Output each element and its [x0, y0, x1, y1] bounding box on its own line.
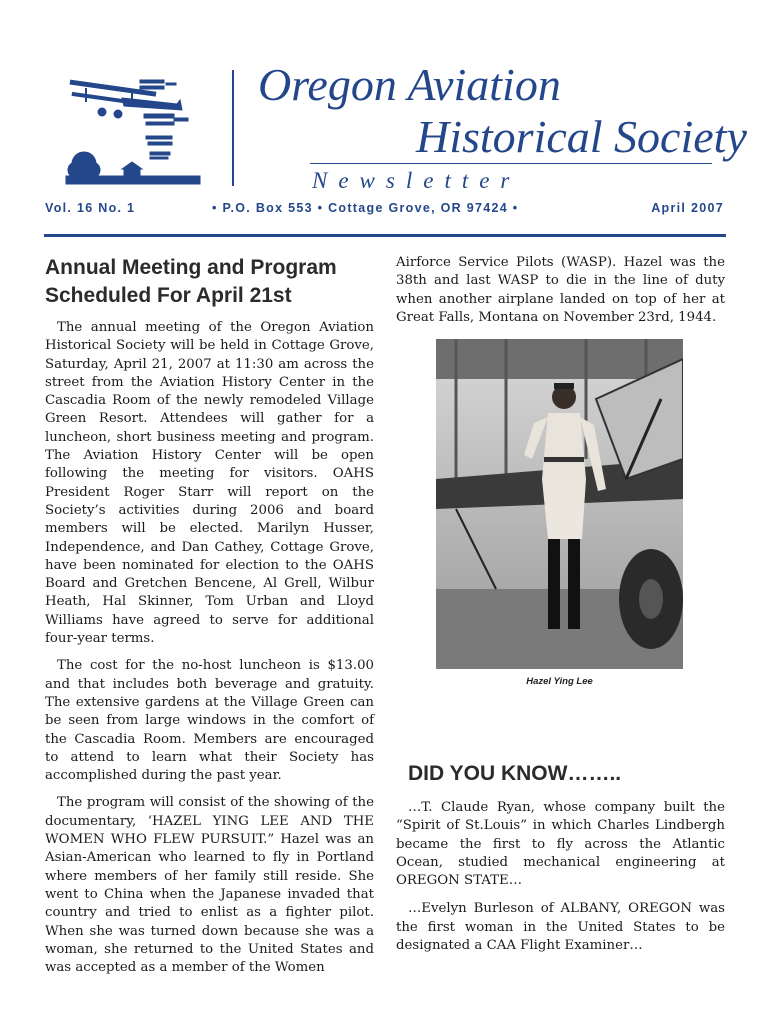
society-title-line1: Oregon Aviation [258, 59, 561, 110]
header-rule [44, 234, 726, 237]
list-item: …T. Claude Ryan, whose company built the “Spirit of St.Louis” in which Charles Lindbergh became the first to fly across the Atlantic Ocean, studied mechanical engineering at OREGON STATE… [396, 800, 725, 889]
list-item: …Evelyn Burleson of ALBANY, OREGON was the first woman in the United States to be designated a CAA Flight Examiner… [396, 901, 725, 954]
building-icon [122, 162, 142, 178]
newsletter-subtitle: Newsletter [312, 168, 521, 193]
did-you-know-heading: DID YOU KNOW…….. [408, 762, 622, 785]
article-paragraph: Airforce Service Pilots (WASP). Hazel was the 38th and last WASP to die in the line of duty when another airplane landed on top of her at Great Falls, Montana on November 23rd, 1944. [396, 255, 725, 325]
mailing-address: • P.O. Box 553 • Cottage Grove, OR 97424 • [212, 201, 519, 215]
small-plane-icon [140, 80, 176, 89]
volume-number: Vol. 16 No. 1 [45, 201, 136, 215]
masthead-divider [232, 70, 234, 186]
society-logo [62, 76, 202, 191]
title-rule [310, 163, 712, 164]
hazel-ying-lee-photo [436, 339, 683, 669]
article-continuation [396, 254, 725, 327]
did-you-know-list [396, 799, 725, 965]
small-plane-icon [150, 152, 170, 159]
society-title-line2: Historical Society [416, 111, 747, 162]
photo-caption: Hazel Ying Lee [526, 676, 593, 687]
issue-date: April 2007 [651, 201, 724, 215]
tree-icon [68, 152, 100, 178]
article-headline: Annual Meeting and Program Scheduled For April 21st [45, 256, 337, 307]
article-paragraph: The program will consist of the showing of the documentary, ‘HAZEL YING LEE AND THE WOMEN WHO FLEW PURSUIT.” Hazel was an Asian-American who learned to fly in Portland where members of her family still reside. She went to China when the Japanese invaded that country and tried to enlist as a fighter pilot. When she was turned down because she was a woman, she returned to the United States and was accepted as a member of the Women [45, 795, 374, 976]
article-body [45, 319, 374, 986]
small-plane-icon [144, 114, 188, 125]
biplane-icon [70, 80, 182, 118]
article-paragraph: The cost for the no-host luncheon is $13.00 and that includes both beverage and gratuity. The extensive gardens at the Village Green can be seen from large windows in the comfort of the Cascadia Room. Members are encouraged to attend to learn what their Society has accomplished during the past year. [45, 658, 374, 784]
article-paragraph: The annual meeting of the Oregon Aviation Historical Society will be held in Cottage Grove, Saturday, April 21, 2007 at 11:30 am across the street from the Aviation History Center in the Cascadia Room of the newly remodeled Village Green Resort. Attendees will gather for a luncheon, short business meeting and program. The Aviation History Center will be open following the meeting for visitors. OAHS President Roger Starr will report on the Society’s activities during 2006 and board members will be elected. Marilyn Husser, Independence, and Dan Cathey, Cottage Grove, have been nominated for election to the OAHS Board and Gretchen Bencene, Al Grell, Wilbur Heath, Hal Skinner, Tom Urban and Lloyd Williams have agreed to serve for additional four-year terms. [45, 320, 374, 647]
small-plane-icon [146, 136, 172, 145]
